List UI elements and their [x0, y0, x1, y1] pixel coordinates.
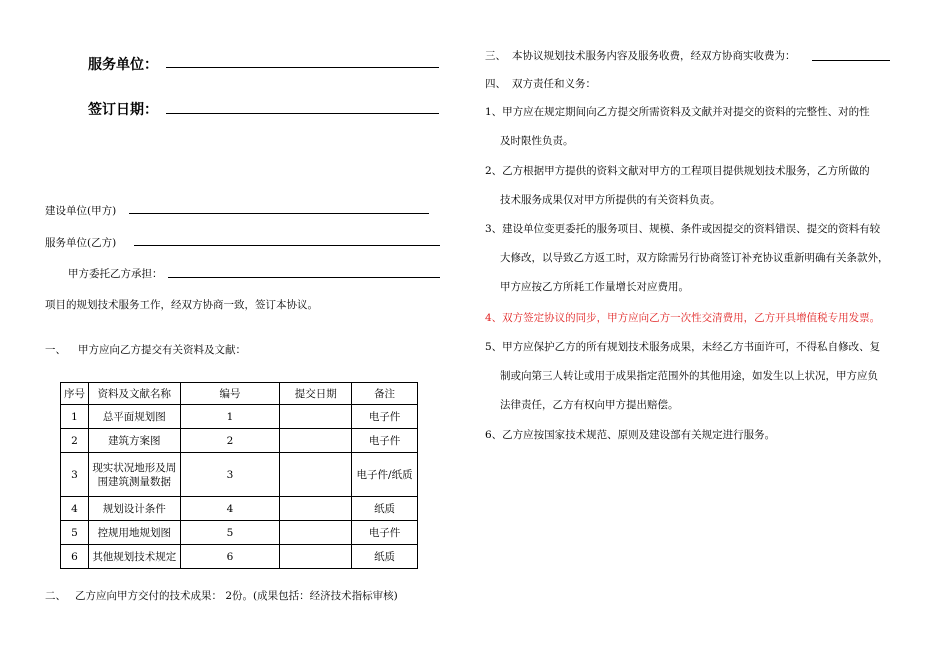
table-cell: 2 [61, 429, 89, 453]
sign-date-field[interactable] [166, 113, 439, 114]
clause-1-line2: 及时限性负责。 [500, 135, 574, 147]
table-cell: 电子件 [352, 405, 418, 429]
clause-5-line3: 法律责任，乙方有权向甲方提出赔偿。 [500, 399, 679, 411]
clause-4-line1: 4、双方签定协议的同步，甲方应向乙方一次性交清费用，乙方开具增值税专用发票。 [485, 312, 881, 324]
section4-heading: 双方责任和义务： [512, 78, 596, 90]
materials-table [60, 382, 418, 569]
clause-5-line2: 制或向第三人转让或用于成果指定范围外的其他用途，如发生以上状况，甲方应负 [500, 370, 878, 382]
commission-field[interactable] [168, 277, 440, 278]
table-header-row [61, 383, 418, 405]
header-cell: 序号 [61, 383, 89, 405]
table-cell: 电子件/纸质 [352, 453, 418, 497]
table-cell: 1 [61, 405, 89, 429]
section1-number: 一、 [45, 344, 66, 356]
section2-number: 二、 [45, 590, 66, 602]
table-cell: 建筑方案图 [88, 429, 180, 453]
table-cell: 纸质 [352, 545, 418, 569]
section2-heading: 乙方应向甲方交付的技术成果： 2份。(成果包括：经济技术指标审核) [75, 590, 398, 602]
table-cell: 控规用地规划图 [88, 521, 180, 545]
section1-heading: 甲方应向乙方提交有关资料及文献： [78, 344, 246, 356]
commission-label: 甲方委托乙方承担： [68, 268, 163, 280]
section4-number: 四、 [485, 78, 506, 90]
party-a-label: 建设单位(甲方) [45, 205, 117, 217]
table-row [61, 429, 418, 453]
party-b-label: 服务单位(乙方) [45, 237, 117, 249]
table-cell: 3 [61, 453, 89, 497]
table-cell: 4 [180, 497, 280, 521]
table-cell: 2 [180, 429, 280, 453]
clause-1-line1: 1、甲方应在规定期间向乙方提交所需资料及文献并对提交的资料的完整性、对的性 [485, 106, 870, 118]
table-cell: 5 [180, 521, 280, 545]
table-row [61, 521, 418, 545]
table-cell: 6 [61, 545, 89, 569]
table-cell: 6 [180, 545, 280, 569]
clause-3-line3: 甲方应按乙方所耗工作量增长对应费用。 [500, 281, 689, 293]
table-cell[interactable] [280, 453, 352, 497]
table-cell[interactable] [280, 497, 352, 521]
table-cell[interactable] [280, 405, 352, 429]
clause-3-line2: 大修改，以导致乙方返工时，双方除需另行协商签订补充协议重新明确有关条款外， [500, 252, 889, 264]
table-row [61, 453, 418, 497]
table-cell: 总平面规划图 [88, 405, 180, 429]
header-cell: 编号 [180, 383, 280, 405]
clause-2-line1: 2、乙方根据甲方提供的资料文献对甲方的工程项目提供规划技术服务，乙方所做的 [485, 165, 870, 177]
table-cell[interactable] [280, 545, 352, 569]
table-cell[interactable] [280, 521, 352, 545]
party-a-field[interactable] [129, 213, 429, 214]
header-cell: 备注 [352, 383, 418, 405]
clause-6-line1: 6、乙方应按国家技术规范、原则及建设部有关规定进行服务。 [485, 429, 776, 441]
header-cell: 资料及文献名称 [88, 383, 180, 405]
table-row [61, 497, 418, 521]
table-cell: 其他规划技术规定 [88, 545, 180, 569]
table-cell[interactable] [280, 429, 352, 453]
party-b-field[interactable] [134, 245, 440, 246]
fee-field[interactable] [812, 60, 890, 61]
section3-number: 三、 [485, 50, 506, 62]
section3-heading: 本协议规划技术服务内容及服务收费，经双方协商实收费为： [512, 50, 796, 62]
table-cell: 3 [180, 453, 280, 497]
clause-5-line1: 5、甲方应保护乙方的所有规划技术服务成果，未经乙方书面许可，不得私自修改、复 [485, 341, 881, 353]
service-unit-field[interactable] [166, 67, 439, 68]
table-cell: 电子件 [352, 521, 418, 545]
service-unit-label: 服务单位： [88, 57, 158, 73]
clause-3-line1: 3、建设单位变更委托的服务项目、规模、条件或因提交的资料错误、提交的资料有较 [485, 223, 881, 235]
clause-2-line2: 技术服务成果仅对甲方所提供的有关资料负责。 [500, 194, 721, 206]
table-cell: 规划设计条件 [88, 497, 180, 521]
table-cell: 4 [61, 497, 89, 521]
header-cell: 提交日期 [280, 383, 352, 405]
table-cell: 5 [61, 521, 89, 545]
table-cell: 1 [180, 405, 280, 429]
table-row [61, 405, 418, 429]
table-cell: 纸质 [352, 497, 418, 521]
intro-text: 项目的规划技术服务工作，经双方协商一致，签订本协议。 [45, 299, 318, 311]
sign-date-label: 签订日期： [88, 102, 158, 118]
table-cell: 电子件 [352, 429, 418, 453]
table-cell: 现实状况地形及周 围建筑测量数据 [88, 453, 180, 497]
table-row [61, 545, 418, 569]
